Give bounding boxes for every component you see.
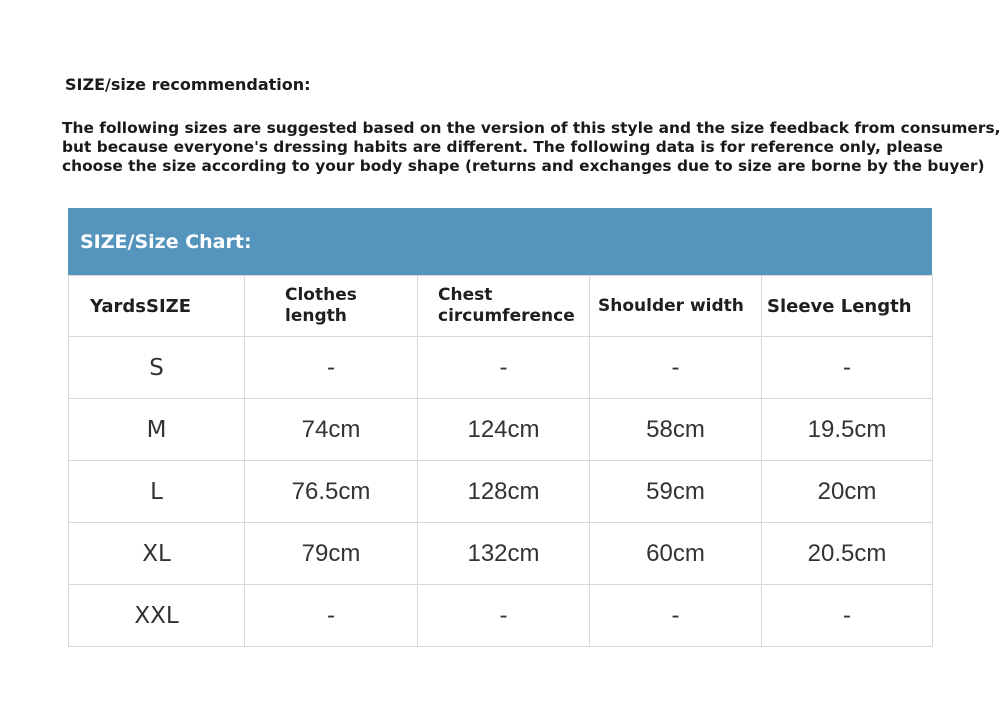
clothes-length-cell: 74cm <box>245 399 418 461</box>
shoulder-cell: - <box>590 337 762 399</box>
table-row <box>69 399 933 461</box>
clothes-length-cell: 76.5cm <box>245 461 418 523</box>
table-row <box>69 523 933 585</box>
size-chart-title: SIZE/Size Chart: <box>68 208 932 275</box>
sleeve-cell: 20.5cm <box>762 523 933 585</box>
shoulder-cell: 59cm <box>590 461 762 523</box>
size-cell: L <box>69 461 245 523</box>
size-cell: XL <box>69 523 245 585</box>
chest-cell: 128cm <box>418 461 590 523</box>
column-header-size: YardsSIZE <box>69 276 245 337</box>
size-table <box>68 275 933 647</box>
chest-cell: - <box>418 585 590 647</box>
shoulder-cell: - <box>590 585 762 647</box>
size-recommendation-heading: SIZE/size recommendation: <box>65 75 311 94</box>
size-chart <box>68 208 932 647</box>
sleeve-cell: - <box>762 337 933 399</box>
shoulder-cell: 58cm <box>590 399 762 461</box>
size-cell: M <box>69 399 245 461</box>
chest-cell: 132cm <box>418 523 590 585</box>
clothes-length-cell: - <box>245 337 418 399</box>
table-row <box>69 337 933 399</box>
shoulder-cell: 60cm <box>590 523 762 585</box>
clothes-length-cell: 79cm <box>245 523 418 585</box>
guidance-line: but because everyone's dressing habits are different. The following data is for reference only, please <box>62 138 943 156</box>
clothes-length-cell: - <box>245 585 418 647</box>
column-header-shoulder-width: Shoulder width <box>590 276 762 337</box>
size-cell: S <box>69 337 245 399</box>
guidance-line: choose the size according to your body shape (returns and exchanges due to size are borne by the buyer) <box>62 157 985 175</box>
sleeve-cell: 20cm <box>762 461 933 523</box>
guidance-line: The following sizes are suggested based on the version of this style and the size feedback from consumers, <box>62 119 1000 137</box>
size-guidance-text <box>62 119 1000 176</box>
size-cell: XXL <box>69 585 245 647</box>
chest-cell: - <box>418 337 590 399</box>
column-header-clothes-length: Clothes length <box>245 276 418 337</box>
chest-cell: 124cm <box>418 399 590 461</box>
sleeve-cell: 19.5cm <box>762 399 933 461</box>
table-row <box>69 585 933 647</box>
sleeve-cell: - <box>762 585 933 647</box>
column-header-chest-circumference: Chest circumference <box>418 276 590 337</box>
table-header-row <box>69 276 933 337</box>
column-header-sleeve-length: Sleeve Length <box>762 276 933 337</box>
table-row <box>69 461 933 523</box>
